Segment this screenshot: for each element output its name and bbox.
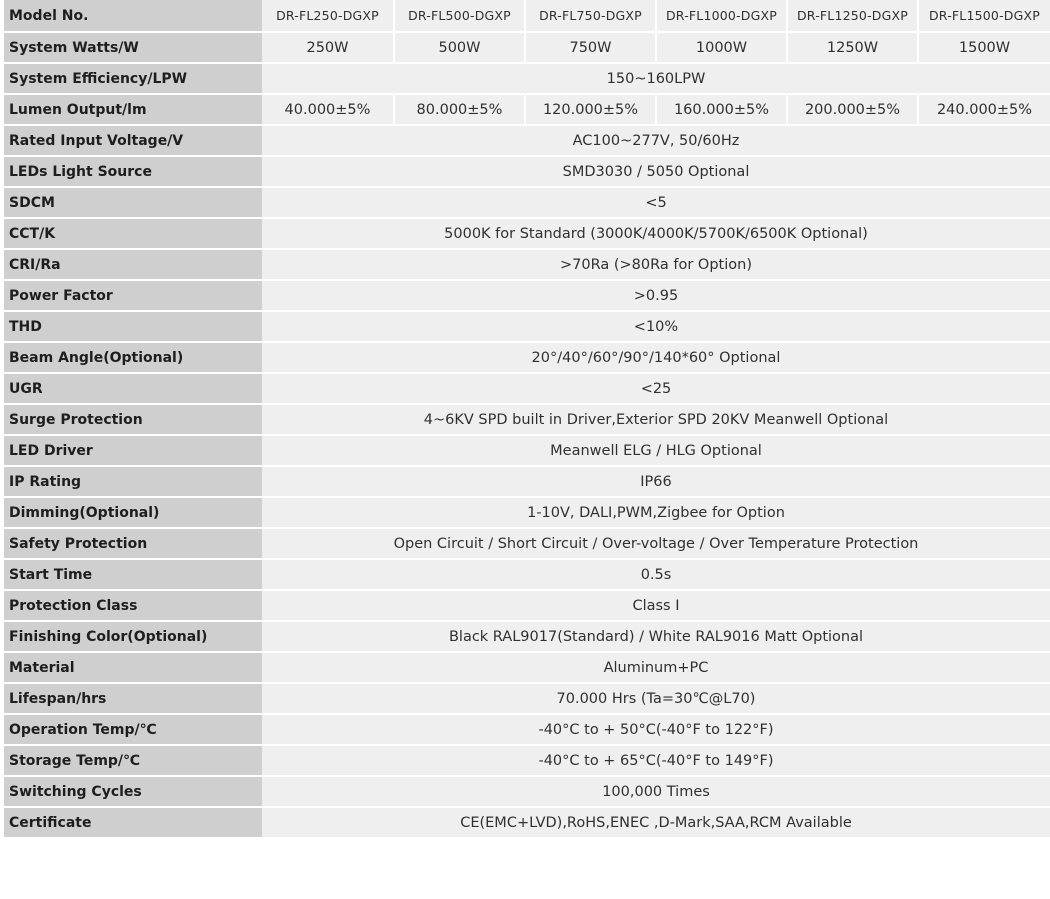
row-value: CE(EMC+LVD),RoHS,ENEC ,D-Mark,SAA,RCM Available <box>262 808 1050 839</box>
spec-row <box>4 684 1050 715</box>
row-value: 70.000 Hrs (Ta=30℃@L70) <box>262 684 1050 715</box>
spec-row <box>4 777 1050 808</box>
model-row <box>4 0 1050 33</box>
spec-row <box>4 250 1050 281</box>
spec-row <box>4 622 1050 653</box>
row-value: Meanwell ELG / HLG Optional <box>262 436 1050 467</box>
model-cell: DR-FL1250-DGXP <box>786 0 917 33</box>
row-label: Operation Temp/℃ <box>4 715 262 746</box>
row-value: 100,000 Times <box>262 777 1050 808</box>
row-label: Start Time <box>4 560 262 591</box>
row-value: <10% <box>262 312 1050 343</box>
row-label: Storage Temp/℃ <box>4 746 262 777</box>
row-label: Surge Protection <box>4 405 262 436</box>
row-value: Open Circuit / Short Circuit / Over-voltage / Over Temperature Protection <box>262 529 1050 560</box>
lumen-row <box>4 95 1050 126</box>
row-value: 4~6KV SPD built in Driver,Exterior SPD 20KV Meanwell Optional <box>262 405 1050 436</box>
spec-row <box>4 436 1050 467</box>
row-value: >70Ra (>80Ra for Option) <box>262 250 1050 281</box>
spec-row <box>4 653 1050 684</box>
row-value: Class Ⅰ <box>262 591 1050 622</box>
spec-row <box>4 219 1050 250</box>
row-value: SMD3030 / 5050 Optional <box>262 157 1050 188</box>
spec-row <box>4 715 1050 746</box>
spec-row <box>4 281 1050 312</box>
spec-row <box>4 157 1050 188</box>
row-label: System Watts/W <box>4 33 262 64</box>
lumen-cell: 40.000±5% <box>262 95 393 126</box>
spec-row <box>4 808 1050 839</box>
model-cell: DR-FL250-DGXP <box>262 0 393 33</box>
row-label: Lifespan/hrs <box>4 684 262 715</box>
spec-row <box>4 560 1050 591</box>
watts-row <box>4 33 1050 64</box>
row-label: CRI/Ra <box>4 250 262 281</box>
row-value: 1-10V, DALI,PWM,Zigbee for Option <box>262 498 1050 529</box>
row-value: <5 <box>262 188 1050 219</box>
row-label: Certificate <box>4 808 262 839</box>
row-value: IP66 <box>262 467 1050 498</box>
spec-row <box>4 374 1050 405</box>
spec-row <box>4 312 1050 343</box>
spec-table <box>4 0 1050 839</box>
watts-cell: 500W <box>393 33 524 64</box>
row-label: Switching Cycles <box>4 777 262 808</box>
row-label: Power Factor <box>4 281 262 312</box>
row-label: Safety Protection <box>4 529 262 560</box>
row-value: 150~160LPW <box>262 64 1050 95</box>
row-value: 5000K for Standard (3000K/4000K/5700K/6500K Optional) <box>262 219 1050 250</box>
spec-row <box>4 498 1050 529</box>
row-label: Dimming(Optional) <box>4 498 262 529</box>
row-label: Protection Class <box>4 591 262 622</box>
row-label: IP Rating <box>4 467 262 498</box>
row-label: UGR <box>4 374 262 405</box>
row-label: Finishing Color(Optional) <box>4 622 262 653</box>
row-label: LEDs Light Source <box>4 157 262 188</box>
spec-row <box>4 188 1050 219</box>
row-label: Rated Input Voltage/V <box>4 126 262 157</box>
row-label: CCT/K <box>4 219 262 250</box>
spec-row <box>4 746 1050 777</box>
row-value: 0.5s <box>262 560 1050 591</box>
row-value: <25 <box>262 374 1050 405</box>
row-label: LED Driver <box>4 436 262 467</box>
lumen-cell: 240.000±5% <box>917 95 1050 126</box>
row-label: Lumen Output/lm <box>4 95 262 126</box>
row-label: Material <box>4 653 262 684</box>
row-label: Model No. <box>4 0 262 33</box>
lumen-cell: 80.000±5% <box>393 95 524 126</box>
row-value: Aluminum+PC <box>262 653 1050 684</box>
row-value: -40°C to + 50°C(-40°F to 122°F) <box>262 715 1050 746</box>
spec-row <box>4 405 1050 436</box>
model-cell: DR-FL750-DGXP <box>524 0 655 33</box>
lumen-cell: 160.000±5% <box>655 95 786 126</box>
lumen-cell: 200.000±5% <box>786 95 917 126</box>
row-label: SDCM <box>4 188 262 219</box>
row-value: Black RAL9017(Standard) / White RAL9016 Matt Optional <box>262 622 1050 653</box>
row-label: Beam Angle(Optional) <box>4 343 262 374</box>
row-value: 20°/40°/60°/90°/140*60° Optional <box>262 343 1050 374</box>
row-value: >0.95 <box>262 281 1050 312</box>
watts-cell: 250W <box>262 33 393 64</box>
lumen-cell: 120.000±5% <box>524 95 655 126</box>
model-cell: DR-FL1000-DGXP <box>655 0 786 33</box>
row-value: AC100~277V, 50/60Hz <box>262 126 1050 157</box>
watts-cell: 750W <box>524 33 655 64</box>
row-label: System Efficiency/LPW <box>4 64 262 95</box>
spec-row <box>4 467 1050 498</box>
watts-cell: 1250W <box>786 33 917 64</box>
model-cell: DR-FL1500-DGXP <box>917 0 1050 33</box>
model-cell: DR-FL500-DGXP <box>393 0 524 33</box>
watts-cell: 1500W <box>917 33 1050 64</box>
efficiency-row <box>4 64 1050 95</box>
row-value: -40°C to + 65°C(-40°F to 149°F) <box>262 746 1050 777</box>
spec-row <box>4 591 1050 622</box>
spec-row <box>4 343 1050 374</box>
spec-row <box>4 529 1050 560</box>
row-label: THD <box>4 312 262 343</box>
watts-cell: 1000W <box>655 33 786 64</box>
spec-row <box>4 126 1050 157</box>
